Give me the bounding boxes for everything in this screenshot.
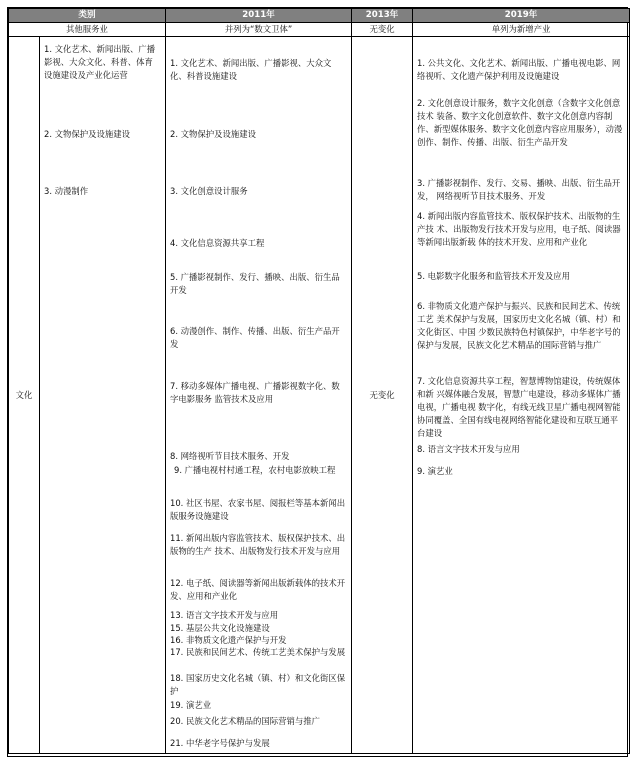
list-item: 5. 电影数字化服务和监管技术开发及应用 — [417, 271, 571, 281]
subheader-other-services: 其他服务业 — [9, 23, 166, 37]
list-item: 3. 广播影视制作、发行、交易、播映、出版、衍生品开发， 网络视听节目技术服务、开发 — [417, 178, 621, 201]
column-2013: 无变化 — [352, 37, 413, 754]
header-row — [9, 9, 630, 23]
header-category: 类别 — [9, 9, 166, 23]
list-item: 7. 移动多媒体广播电视、广播影视数字化、数字电影服务 监管技术及应用 — [170, 381, 340, 404]
header-2013: 2013年 — [352, 9, 413, 23]
list-item: 4. 文化信息资源共享工程 — [170, 238, 265, 248]
column-2019 — [413, 37, 630, 754]
list-item: 13. 语言文字技术开发与应用 — [170, 610, 279, 620]
list-item: 2. 文化创意设计服务，数字文化创意（含数字文化创意技术 装备、数字文化创意软件、数字文化创意内容制作、新型媒体服务、数字文化创意内容应用服务），动漫创作、制作、传播、出版、衍生产品开发 — [417, 98, 623, 147]
list-item: 20. 民族文化艺术精品的国际营销与推广 — [170, 716, 320, 726]
list-item: 1. 公共文化、文化艺术、新闻出版、广播电视电影、网络视听、文化遗产保护利用及设施建设 — [417, 58, 621, 81]
list-item: 5. 广播影视制作、发行、播映、出版、衍生品开发 — [170, 272, 340, 295]
list-item: 16. 非物质文化遗产保护与开发 — [170, 635, 287, 645]
list-item: 2. 文物保护及设施建设 — [170, 129, 257, 139]
subheader-row — [9, 23, 630, 37]
list-item: 1. 文化艺术、新闻出版、广播影视、大众文化、科普、体育设施建设及产业化运营 — [44, 44, 156, 80]
subheader-2013: 无变化 — [352, 23, 413, 37]
list-item: 15. 基层公共文化设施建设 — [170, 623, 270, 633]
list-item: 9. 广播电视村村通工程，农村电影放映工程 — [174, 465, 336, 475]
list-item: 12. 电子纸、阅读器等新闻出版新载体的技术开发、应用和产业化 — [170, 578, 346, 601]
list-item: 3. 动漫制作 — [44, 186, 89, 196]
list-item: 8. 语言文字技术开发与应用 — [417, 444, 520, 454]
list-item: 18. 国家历史文化名城（镇、村）和文化街区保护 — [170, 673, 346, 696]
list-item: 10. 社区书屋、农家书屋、阅报栏等基本新闻出版服务设施建设 — [170, 498, 346, 521]
column-other-services — [40, 37, 166, 754]
list-item: 11. 新闻出版内容监管技术、版权保护技术、出版物的生产 技术、出版物发行技术开发与应用 — [170, 533, 346, 556]
header-2019: 2019年 — [413, 9, 630, 23]
subheader-2019: 单列为新增产业 — [413, 23, 630, 37]
policy-comparison-table — [7, 7, 628, 757]
list-item: 9. 演艺业 — [417, 466, 453, 476]
list-item: 2. 文物保护及设施建设 — [44, 129, 131, 139]
column-2011 — [166, 37, 352, 754]
list-item: 19. 演艺业 — [170, 700, 212, 710]
list-item: 3. 文化创意设计服务 — [170, 186, 248, 196]
list-item: 6. 动漫创作、制作、传播、出版、衍生产品开发 — [170, 326, 340, 349]
list-item: 8. 网络视听节目技术服务、开发 — [170, 451, 290, 461]
category-culture: 文化 — [9, 37, 40, 754]
list-item: 6. 非物质文化遗产保护与振兴、民族和民间艺术、传统工艺 美术保护与发展，国家历史文化名城（镇、村）和文化街区、中国 少数民族特色村镇保护，中华老字号的保护与发展，民族文化艺术精品的国际营销与推广 — [417, 301, 621, 350]
list-item: 1. 文化艺术、新闻出版、广播影视、大众文化、科普设施建设 — [170, 58, 332, 81]
list-item: 17. 民族和民间艺术、传统工艺美术保护与发展 — [170, 647, 346, 657]
header-2011: 2011年 — [166, 9, 352, 23]
list-item: 21. 中华老字号保护与发展 — [170, 738, 270, 748]
culture-row — [9, 37, 630, 754]
list-item: 4. 新闻出版内容监管技术、版权保护技术、出版物的生产技 术、出版物发行技术开发与应用，电子纸、阅读器等新闻出版新载 体的技术开发、应用和产业化 — [417, 211, 621, 247]
list-item: 7. 文化信息资源共享工程，智慧博物馆建设，传统媒体和新 兴媒体融合发展，智慧广电建设，移动多媒体广播电视，广播电视 数字化，有线无线卫星广播电视网智能协同覆盖、全国有线电视网络智能化建设和互联互通平台建设 — [417, 376, 621, 438]
subheader-2011: 并列为“数文卫体” — [166, 23, 352, 37]
